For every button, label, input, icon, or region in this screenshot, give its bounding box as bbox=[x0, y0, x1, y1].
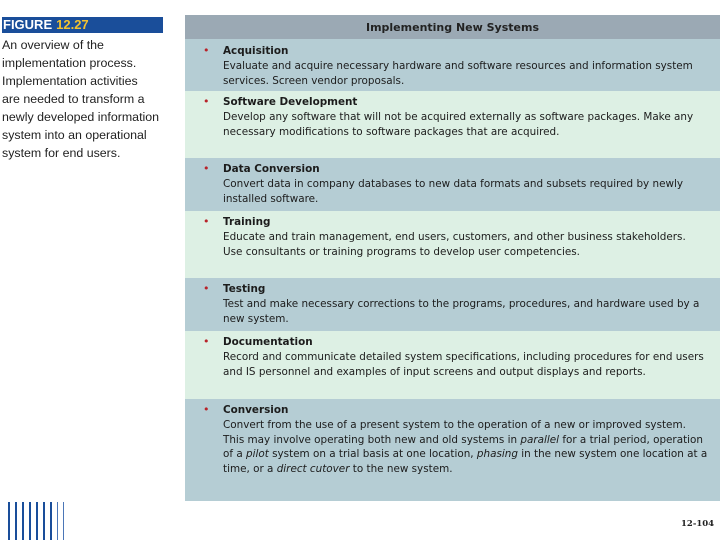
bar-decoration bbox=[43, 502, 45, 540]
row-title: Acquisition bbox=[223, 45, 289, 57]
term-phasing: phasing bbox=[476, 448, 518, 461]
bullet-icon: • bbox=[203, 162, 210, 175]
desc-part: for a trial period, operation of a bbox=[223, 433, 703, 461]
desc-part: Convert from the use of a present system to the operation of a new or improved system. This may involve operating both new and old systems in bbox=[223, 418, 686, 446]
bar-decoration bbox=[22, 502, 24, 540]
desc-part: to the new system. bbox=[349, 463, 453, 476]
decorative-bars bbox=[8, 502, 69, 540]
bar-decoration bbox=[36, 502, 38, 540]
row-description: Convert data in company databases to new data formats and subsets required by newly installed software. bbox=[223, 177, 683, 205]
bullet-icon: • bbox=[203, 215, 210, 228]
figure-number: 12.27 bbox=[56, 17, 89, 32]
table-row-testing bbox=[185, 278, 720, 331]
bar-decoration bbox=[63, 502, 64, 540]
bar-decoration bbox=[50, 502, 52, 540]
row-description: Educate and train management, end users, customers, and other business stakeholders. Use consultants or training programs to develop user competencies. bbox=[223, 230, 686, 258]
row-title: Training bbox=[223, 216, 271, 228]
bullet-icon: • bbox=[203, 95, 210, 108]
figure-description: An overview of the implementation process. Implementation activities are needed to transform a newly developed information system into an operational system for end users. bbox=[2, 38, 160, 160]
bar-decoration bbox=[8, 502, 10, 540]
figure-label bbox=[2, 17, 163, 33]
row-description: Evaluate and acquire necessary hardware and software resources and information system services. Screen vendor proposals. bbox=[223, 59, 693, 87]
implementation-table bbox=[185, 15, 720, 501]
table-row-acquisition bbox=[185, 39, 720, 91]
row-description: Record and communicate detailed system specifications, including procedures for end users and IS personnel and examples of input screens and output displays and reports. bbox=[223, 350, 704, 378]
table-row-documentation bbox=[185, 331, 720, 399]
desc-part: in the new system one location at a time, or a bbox=[223, 448, 708, 476]
bullet-icon: • bbox=[203, 44, 210, 57]
bar-decoration bbox=[29, 502, 31, 540]
table-row-training bbox=[185, 211, 720, 278]
bullet-icon: • bbox=[203, 282, 210, 295]
table-row-data-conversion bbox=[185, 158, 720, 211]
table-row-conversion bbox=[185, 399, 720, 501]
row-title: Software Development bbox=[223, 96, 358, 108]
row-title: Conversion bbox=[223, 404, 289, 416]
table-row-software-development bbox=[185, 91, 720, 158]
figure-label-text: FIGURE bbox=[3, 17, 53, 32]
term-parallel: parallel bbox=[520, 433, 560, 446]
row-description: Test and make necessary corrections to the programs, procedures, and hardware used by a new system. bbox=[223, 297, 700, 325]
term-direct-cutover: direct cutover bbox=[276, 463, 350, 476]
desc-part: system on a trial basis at one location, bbox=[268, 448, 477, 461]
page-number: 12-104 bbox=[681, 519, 715, 529]
row-title: Data Conversion bbox=[223, 163, 320, 175]
term-pilot: pilot bbox=[246, 448, 269, 461]
row-description: Develop any software that will not be acquired externally as software packages. Make any necessary modifications to software packages that are acquired. bbox=[223, 110, 694, 138]
bullet-icon: • bbox=[203, 403, 210, 416]
table-title: Implementing New Systems bbox=[185, 15, 720, 39]
row-description bbox=[223, 418, 708, 477]
bullet-icon: • bbox=[203, 335, 210, 348]
bar-decoration bbox=[15, 502, 17, 540]
bar-decoration bbox=[57, 502, 58, 540]
row-title: Documentation bbox=[223, 336, 313, 348]
row-title: Testing bbox=[223, 283, 266, 295]
figure-caption bbox=[2, 14, 180, 162]
